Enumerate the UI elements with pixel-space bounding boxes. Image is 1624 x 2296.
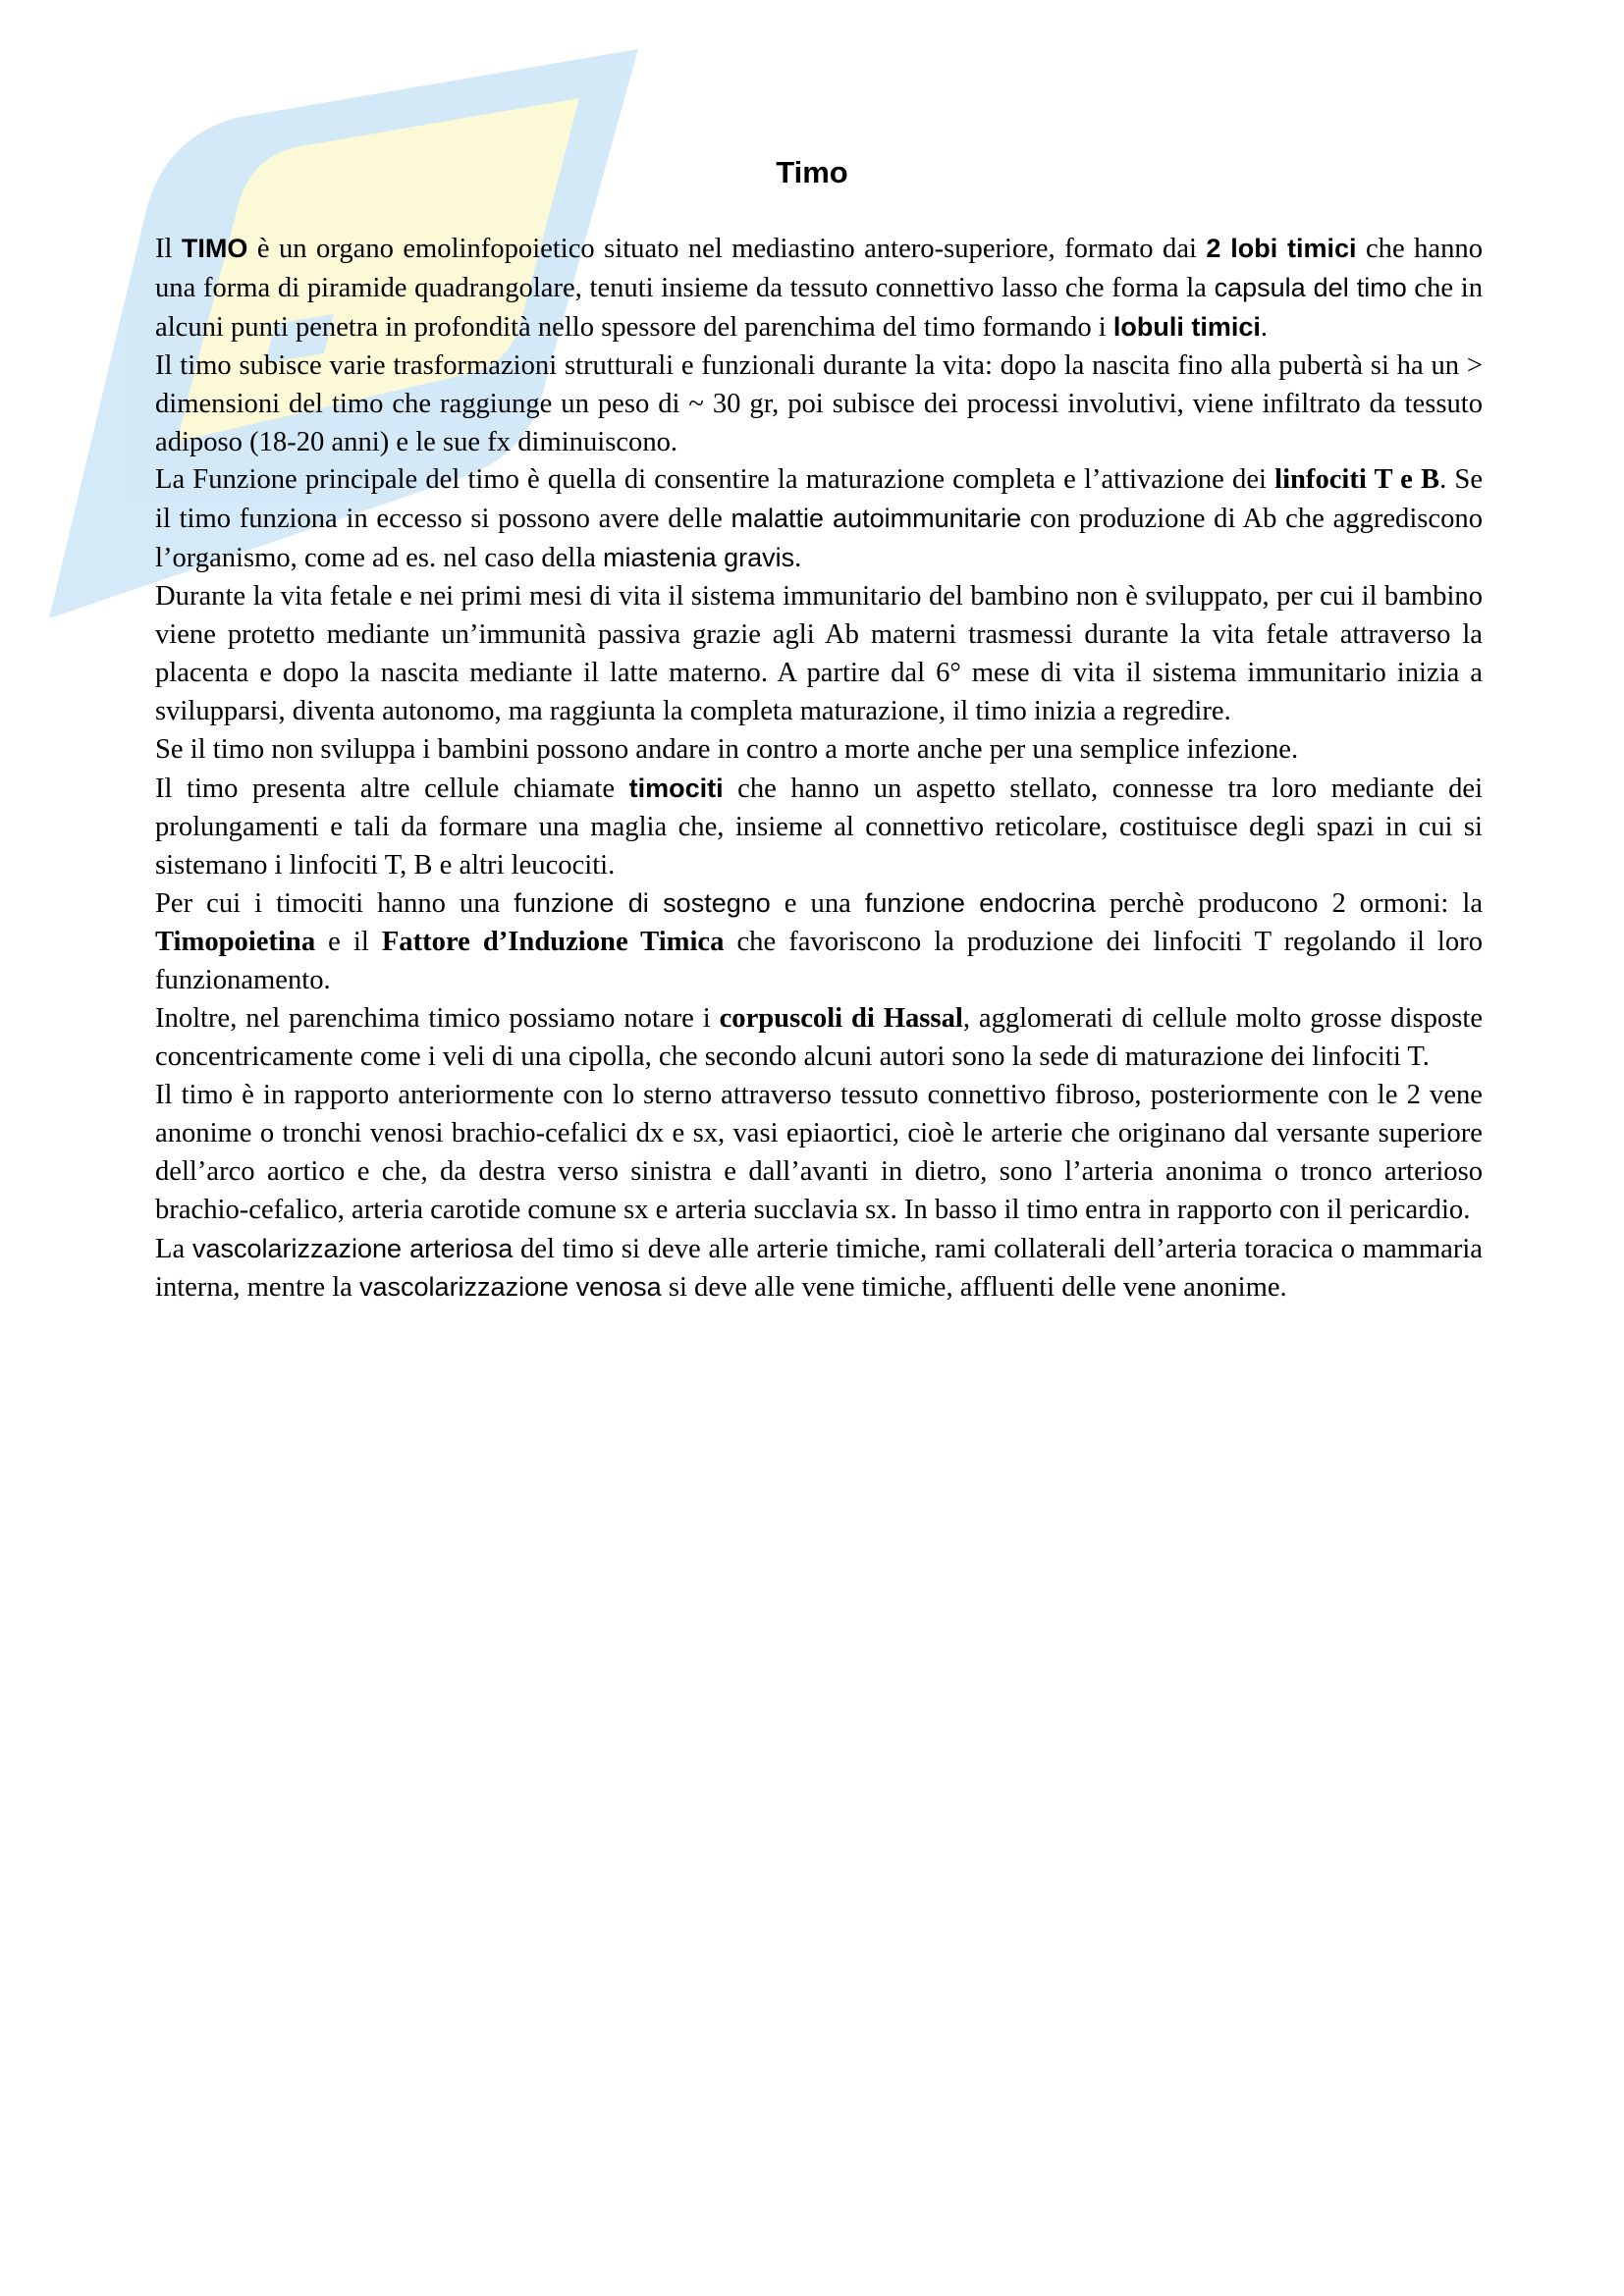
text-run: Inoltre, nel parenchima timico possiamo notare i (155, 1003, 720, 1035)
text-run: Il timo è in rapporto anteriormente con lo sterno attraverso tessuto connettivo fibroso, posteriormente con le 2 vene anonime o tronchi venosi brachio-cefalici dx e sx, vasi epiaortici, cioè le arterie che originano dal versante superiore dell’arco aortico e che, da destra verso sinistra e dall’avanti in dietro, sono l’arteria anonima o tronco arterioso brachio-cefalico, arteria carotide comune sx e arteria succlavia sx. In basso il timo entra in rapporto con il pericardio. (155, 1079, 1483, 1225)
text-run: con produzione di Ab che aggrediscono l’organismo, come ad es. nel caso della (155, 504, 1483, 574)
emphasized-term: Timopoietina (155, 927, 316, 958)
text-run: è un organo emolinfopoietico situato nel mediastino antero-superiore, formato dai (247, 234, 1207, 264)
text-run: e una (770, 888, 865, 920)
text-run: e il (315, 927, 382, 958)
emphasized-term: vascolarizzazione venosa (359, 1272, 662, 1303)
paragraph (155, 461, 1483, 578)
paragraph (155, 770, 1483, 885)
document-title: Timo (776, 155, 848, 189)
text-run: del timo si deve alle arterie timiche, rami collaterali dell’arteria toracica o mammaria interna, mentre la (155, 1233, 1483, 1304)
text-run: Per cui i timociti hanno una (155, 888, 514, 920)
text-run: Il (155, 234, 182, 264)
paragraph (155, 731, 1483, 770)
text-run: . (1260, 311, 1269, 343)
emphasized-term: funzione di sostegno (514, 888, 771, 919)
text-run: . (794, 543, 802, 574)
emphasized-term: corpuscoli di Hassal (719, 1003, 963, 1035)
emphasized-term: linfociti T e B (1274, 464, 1440, 496)
text-run: perchè producono 2 ormoni: la (1095, 888, 1484, 920)
emphasized-term: lobuli timici (1112, 311, 1261, 342)
emphasized-term: malattie autoimmunitarie (731, 504, 1022, 534)
text-run: che in alcuni punti penetra in profondità nello spessore del parenchima del timo formando i (155, 272, 1484, 343)
text-run: Il timo subisce varie trasformazioni strutturali e funzionali durante la vita: dopo la nascita fino alla pubertà si ha un > dimensioni del timo che raggiunge un peso di ~ 30 gr, poi subisce dei processi involutivi, viene infiltrato da tessuto adiposo (18-20 anni) e le sue fx diminuiscono. (155, 349, 1483, 457)
emphasized-term: miastenia gravis (603, 543, 795, 573)
emphasized-term: vascolarizzazione arteriosa (191, 1233, 514, 1263)
text-run: Durante la vita fetale e nei primi mesi di vita il sistema immunitario del bambino non è sviluppato, per cui il bambino viene protetto mediante un’immunità passiva grazie agli Ab materni trasmessi durante la vita fetale attraverso la placenta e dopo la nascita mediante il latte materno. A partire dal 6° mese di vita il sistema immunitario inizia a svilupparsi, diventa autonomo, ma raggiunta la completa maturazione, il timo inizia a regredire. (155, 581, 1483, 726)
text-run: che hanno un aspetto stellato, connesse tra loro mediante dei prolungamenti e tali da formare una maglia che, insieme al connettivo reticolare, costituisce degli spazi in cui si sistemano i linfociti T, B e altri leucociti. (155, 773, 1484, 881)
document-body (155, 230, 1483, 1308)
text-run: La (155, 1233, 192, 1264)
text-run: Il timo presenta altre cellule chiamate (155, 773, 629, 804)
emphasized-term: timociti (628, 773, 724, 803)
paragraph (155, 1000, 1483, 1077)
paragraph (155, 884, 1483, 1000)
text-run: che favoriscono la produzione dei linfociti T regolando il loro funzionamento. (155, 927, 1483, 996)
paragraph (155, 230, 1483, 347)
emphasized-term: Fattore d’Induzione Timica (381, 927, 725, 958)
paragraph (155, 578, 1483, 731)
paragraph (155, 347, 1483, 462)
text-run: Se il timo non sviluppa i bambini possono andare in contro a morte anche per una semplice infezione. (155, 733, 1299, 765)
text-run: si deve alle vene timiche, affluenti delle vene anonime. (661, 1272, 1287, 1304)
emphasized-term: capsula del timo (1214, 272, 1407, 302)
text-run: , agglomerati di cellule molto grosse disposte concentricamente come i veli di una cipolla, che secondo alcuni autori sono la sede di maturazione dei linfociti T. (155, 1003, 1484, 1073)
text-run: che hanno una forma di piramide quadrangolare, tenuti insieme da tessuto connettivo lasso che forma la (155, 234, 1483, 303)
emphasized-term: 2 lobi timici (1206, 234, 1357, 263)
text-run: La Funzione principale del timo è quella di consentire la maturazione completa e l’attivazione dei (155, 464, 1275, 496)
emphasized-term: funzione endocrina (864, 888, 1096, 919)
paragraph (155, 1230, 1483, 1308)
paragraph (155, 1077, 1483, 1230)
text-run: . Se il timo funziona in eccesso si possono avere delle (155, 464, 1484, 535)
emphasized-term: TIMO (181, 234, 248, 263)
